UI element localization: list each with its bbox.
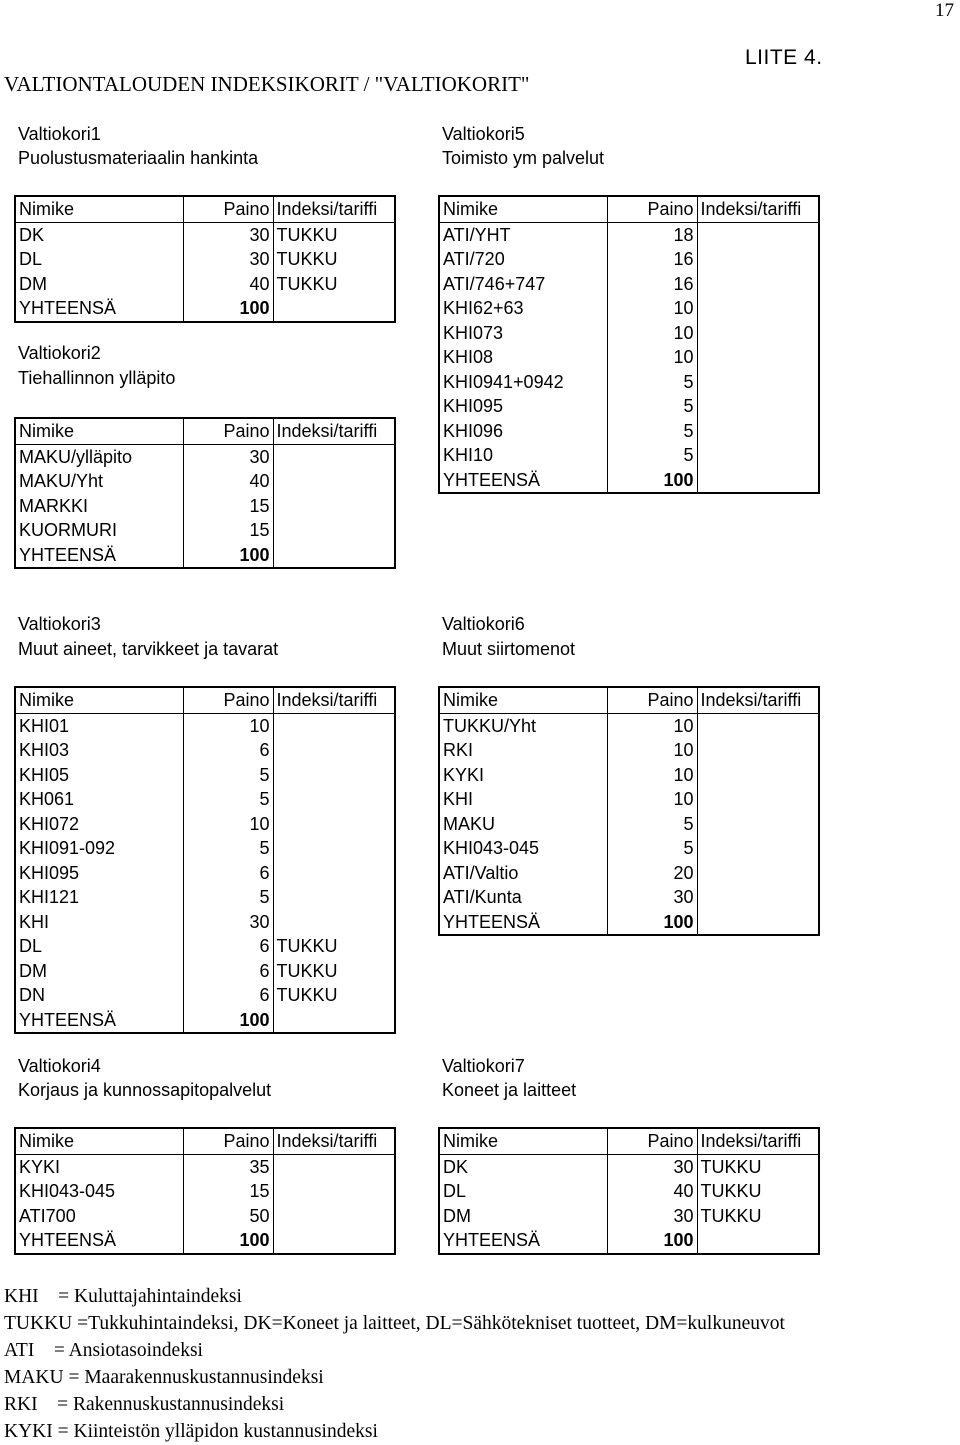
index-cell [697,296,819,321]
table-row [439,370,819,395]
item-name-cell: KHI62+63 [439,296,607,321]
item-name-cell: KHI096 [439,419,607,444]
weight-cell: 5 [607,394,697,419]
index-cell [697,910,819,936]
weight-cell: 16 [607,272,697,297]
index-cell [697,763,819,788]
column-header: Nimike [439,1128,607,1154]
weight-cell: 18 [607,222,697,247]
total-row [15,543,395,569]
column-header: Indeksi/tariffi [697,196,819,222]
item-name-cell: MAKU/ylläpito [15,444,183,469]
index-cell [697,370,819,395]
table-row [439,861,819,886]
weight-cell: 5 [183,763,273,788]
table-row [439,836,819,861]
index-cell [273,910,395,935]
item-name-cell: KHI095 [15,861,183,886]
index-cell [697,419,819,444]
weight-cell: 20 [607,861,697,886]
table-row [439,885,819,910]
basket-description: Puolustusmateriaalin hankinta [18,148,259,168]
item-name-cell: KYKI [439,763,607,788]
legend-item: ATI = Ansiotasoindeksi [4,1340,203,1361]
total-row [15,296,395,322]
weight-cell: 100 [183,1228,273,1254]
index-cell [273,494,395,519]
index-cell [273,787,395,812]
weight-cell: 5 [183,787,273,812]
index-cell [273,543,395,569]
total-row [439,1228,819,1254]
column-header: Indeksi/tariffi [273,196,395,222]
weight-cell: 5 [607,370,697,395]
table-row [15,885,395,910]
item-name-cell: KH061 [15,787,183,812]
index-cell [273,812,395,837]
index-cell [273,713,395,738]
basket-table [438,1127,820,1255]
table-row [439,1179,819,1204]
table-header-row [15,687,395,713]
table-row [15,959,395,984]
table-row [439,419,819,444]
item-name-cell: DL [15,247,183,272]
weight-cell: 40 [183,469,273,494]
column-header: Indeksi/tariffi [697,687,819,713]
index-cell [273,1228,395,1254]
table-row [439,222,819,247]
index-cell [273,469,395,494]
item-name-cell: KUORMURI [15,518,183,543]
table-header-row [439,687,819,713]
table-row [15,812,395,837]
table-row [439,247,819,272]
total-row [15,1008,395,1034]
item-name-cell: MAKU [439,812,607,837]
item-name-cell: YHTEENSÄ [15,296,183,322]
item-name-cell: KHI121 [15,885,183,910]
index-cell [697,443,819,468]
item-name-cell: YHTEENSÄ [15,543,183,569]
basket-table [14,1127,396,1255]
column-header: Nimike [439,196,607,222]
item-name-cell: DK [15,222,183,247]
weight-cell: 10 [607,763,697,788]
index-cell [697,787,819,812]
table-row [15,247,395,272]
item-name-cell: ATI700 [15,1204,183,1229]
index-cell [273,518,395,543]
column-header: Paino [183,1128,273,1154]
table-row [439,272,819,297]
index-cell [697,468,819,494]
index-cell [697,836,819,861]
index-cell [697,861,819,886]
item-name-cell: YHTEENSÄ [15,1228,183,1254]
legend-item: RKI = Rakennuskustannusindeksi [4,1394,285,1415]
weight-cell: 5 [607,419,697,444]
item-name-cell: KHI043-045 [15,1179,183,1204]
index-cell [273,444,395,469]
column-header: Paino [607,687,697,713]
table-row [439,345,819,370]
index-cell: TUKKU [700,1156,762,1177]
table-header-row [439,196,819,222]
item-name-cell: KHI08 [439,345,607,370]
index-cell: TUKKU [276,224,338,245]
table-row [15,469,395,494]
column-header: Indeksi/tariffi [697,1128,819,1154]
index-cell [273,861,395,886]
column-header: Nimike [15,1128,183,1154]
basket-description: Tiehallinnon ylläpito [18,368,176,388]
item-name-cell: TUKKU/Yht [439,713,607,738]
legend-item: TUKKU =Tukkuhintaindeksi, DK=Koneet ja laitteet, DL=Sähkötekniset tuotteet, DM=kulkuneuvot [4,1313,785,1334]
weight-cell: 10 [607,713,697,738]
item-name-cell: RKI [439,738,607,763]
legend [4,1283,785,1445]
table-header-row [15,196,395,222]
index-cell: TUKKU [276,249,338,270]
index-cell [697,247,819,272]
weight-cell: 100 [607,1228,697,1254]
page-title: VALTIONTALOUDEN INDEKSIKORIT / "VALTIOKORIT" [4,72,530,96]
table-row [15,1179,395,1204]
weight-cell: 30 [183,247,273,272]
table-row [439,394,819,419]
weight-cell: 5 [183,836,273,861]
table-row [15,444,395,469]
table-row [15,910,395,935]
item-name-cell: KHI073 [439,321,607,346]
item-name-cell: DM [15,959,183,984]
table-row [439,713,819,738]
item-name-cell: DL [439,1179,607,1204]
item-name-cell: KHI03 [15,738,183,763]
index-cell [697,345,819,370]
table-row [15,763,395,788]
index-cell [697,1228,819,1254]
column-header: Indeksi/tariffi [273,687,395,713]
index-cell [273,1179,395,1204]
item-name-cell: KHI043-045 [439,836,607,861]
index-cell [697,885,819,910]
weight-cell: 10 [183,713,273,738]
weight-cell: 10 [607,345,697,370]
item-name-cell: KHI01 [15,713,183,738]
weight-cell: 100 [183,1008,273,1034]
basket-table [14,417,396,569]
item-name-cell: DL [15,934,183,959]
index-cell [273,836,395,861]
item-name-cell: KHI10 [439,443,607,468]
index-cell: TUKKU [700,1205,762,1226]
weight-cell: 5 [607,443,697,468]
legend-item: KHI = Kuluttajahintaindeksi [4,1286,242,1307]
weight-cell: 35 [183,1154,273,1179]
weight-cell: 30 [607,1204,697,1229]
column-header: Nimike [439,687,607,713]
table-row [15,1154,395,1179]
index-cell [273,738,395,763]
weight-cell: 30 [183,910,273,935]
weight-cell: 30 [607,885,697,910]
weight-cell: 30 [183,222,273,247]
column-header: Indeksi/tariffi [273,1128,395,1154]
item-name-cell: YHTEENSÄ [15,1008,183,1034]
weight-cell: 6 [183,738,273,763]
table-header-row [15,418,395,444]
item-name-cell: ATI/Kunta [439,885,607,910]
item-name-cell: YHTEENSÄ [439,468,607,494]
index-cell [697,812,819,837]
item-name-cell: KHI0941+0942 [439,370,607,395]
basket-name: Valtiokori5 [442,124,525,144]
table-header-row [439,1128,819,1154]
item-name-cell: KHI095 [439,394,607,419]
page-number: 17 [935,0,954,21]
table-row [15,738,395,763]
basket-table [14,195,396,323]
table-row [439,763,819,788]
total-row [439,910,819,936]
column-header: Paino [183,196,273,222]
weight-cell: 40 [183,272,273,297]
table-row [15,222,395,247]
basket-description: Muut siirtomenot [442,639,576,659]
index-cell: TUKKU [276,960,338,981]
column-header: Paino [183,687,273,713]
weight-cell: 100 [183,543,273,569]
item-name-cell: DM [15,272,183,297]
weight-cell: 30 [607,1154,697,1179]
weight-cell: 6 [183,861,273,886]
weight-cell: 16 [607,247,697,272]
basket-description: Koneet ja laitteet [442,1080,577,1100]
legend-item: KYKI = Kiinteistön ylläpidon kustannusindeksi [4,1421,378,1442]
table-row [15,272,395,297]
index-cell [273,296,395,322]
weight-cell: 10 [183,812,273,837]
index-cell [273,885,395,910]
weight-cell: 10 [607,296,697,321]
weight-cell: 6 [183,983,273,1008]
basket-description: Toimisto ym palvelut [442,148,605,168]
basket-table [438,195,820,494]
table-row [15,836,395,861]
item-name-cell: ATI/720 [439,247,607,272]
index-cell [697,272,819,297]
item-name-cell: YHTEENSÄ [439,1228,607,1254]
table-row [439,321,819,346]
table-row [439,1204,819,1229]
item-name-cell: DN [15,983,183,1008]
index-cell [697,394,819,419]
weight-cell: 100 [183,296,273,322]
item-name-cell: KHI [15,910,183,935]
table-row [439,1154,819,1179]
weight-cell: 10 [607,738,697,763]
table-row [15,713,395,738]
table-row [439,738,819,763]
weight-cell: 40 [607,1179,697,1204]
weight-cell: 100 [607,468,697,494]
basket-description: Muut aineet, tarvikkeet ja tavarat [18,639,279,659]
basket-name: Valtiokori4 [18,1056,101,1076]
table-row [15,983,395,1008]
table-row [439,787,819,812]
weight-cell: 5 [607,812,697,837]
weight-cell: 50 [183,1204,273,1229]
basket-name: Valtiokori7 [442,1056,525,1076]
weight-cell: 100 [607,910,697,936]
weight-cell: 5 [607,836,697,861]
total-row [15,1228,395,1254]
column-header: Indeksi/tariffi [273,418,395,444]
weight-cell: 6 [183,934,273,959]
weight-cell: 15 [183,518,273,543]
index-cell: TUKKU [276,936,338,957]
item-name-cell: KYKI [15,1154,183,1179]
index-cell [697,738,819,763]
item-name-cell: KHI [439,787,607,812]
basket-name: Valtiokori1 [18,124,101,144]
index-cell: TUKKU [276,273,338,294]
table-row [439,443,819,468]
basket-name: Valtiokori6 [442,614,525,634]
legend-item: MAKU = Maarakennuskustannusindeksi [4,1367,324,1388]
column-header: Nimike [15,418,183,444]
column-header: Paino [183,418,273,444]
weight-cell: 15 [183,494,273,519]
table-header-row [15,1128,395,1154]
item-name-cell: DM [439,1204,607,1229]
column-header: Nimike [15,196,183,222]
column-header: Nimike [15,687,183,713]
table-row [15,494,395,519]
item-name-cell: DK [439,1154,607,1179]
item-name-cell: ATI/YHT [439,222,607,247]
item-name-cell: MAKU/Yht [15,469,183,494]
table-row [15,934,395,959]
weight-cell: 10 [607,787,697,812]
index-cell: TUKKU [700,1181,762,1202]
item-name-cell: YHTEENSÄ [439,910,607,936]
table-row [439,296,819,321]
table-row [15,1204,395,1229]
column-header: Paino [607,1128,697,1154]
item-name-cell: ATI/Valtio [439,861,607,886]
item-name-cell: KHI072 [15,812,183,837]
index-cell [273,1008,395,1034]
item-name-cell: KHI091-092 [15,836,183,861]
weight-cell: 6 [183,959,273,984]
table-row [15,518,395,543]
index-cell [273,1154,395,1179]
item-name-cell: KHI05 [15,763,183,788]
index-cell [273,763,395,788]
total-row [439,468,819,494]
weight-cell: 10 [607,321,697,346]
table-row [15,861,395,886]
item-name-cell: ATI/746+747 [439,272,607,297]
weight-cell: 5 [183,885,273,910]
basket-name: Valtiokori2 [18,343,101,363]
index-cell: TUKKU [276,985,338,1006]
weight-cell: 30 [183,444,273,469]
index-cell [273,1204,395,1229]
weight-cell: 15 [183,1179,273,1204]
column-header: Paino [607,196,697,222]
appendix-label: LIITE 4. [745,46,823,69]
item-name-cell: MARKKI [15,494,183,519]
basket-description: Korjaus ja kunnossapitopalvelut [18,1080,272,1100]
table-row [15,787,395,812]
index-cell [697,321,819,346]
table-row [439,812,819,837]
basket-table [14,686,396,1034]
basket-table [438,686,820,936]
index-cell [697,222,819,247]
basket-name: Valtiokori3 [18,614,101,634]
index-cell [697,713,819,738]
